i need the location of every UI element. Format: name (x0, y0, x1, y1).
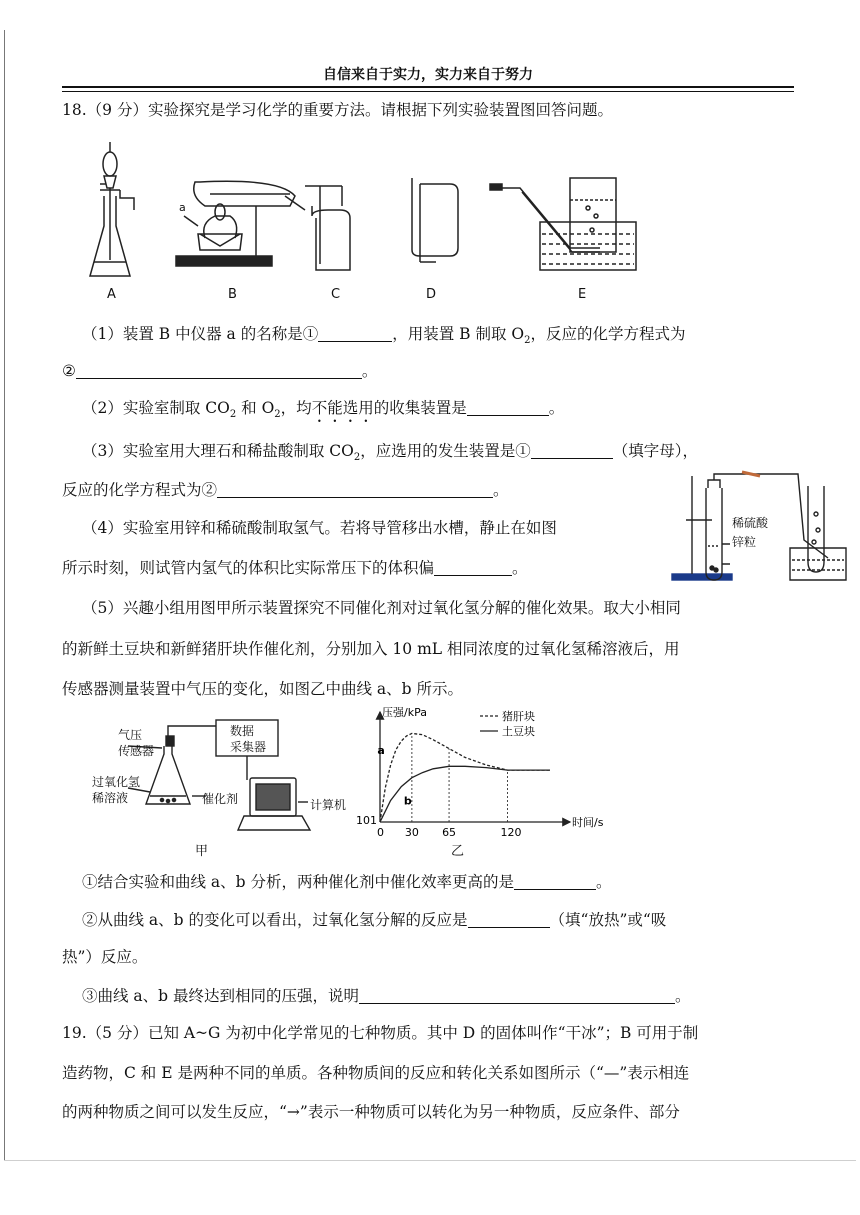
curve-label-b: b (403, 794, 412, 808)
q18-part5-line3: 传感器测量装置中气压的变化，如图乙中曲线 a、b 所示。 (62, 680, 464, 698)
answer-blank-2[interactable] (467, 399, 549, 416)
curve-label-a: a (377, 743, 385, 757)
page-bottom-border (4, 1160, 856, 1161)
apparatus-b (176, 181, 305, 266)
label-dilute-solution: 稀溶液 (92, 791, 129, 805)
label-sensor: 传感器 (118, 744, 155, 758)
chart-x-axis-label: 时间/s (572, 816, 604, 829)
apparatus-d (412, 178, 458, 262)
q18-sub2-hint: （填“放热”或“吸 (549, 911, 667, 929)
chart-y-axis-label: 压强/kPa (382, 706, 427, 719)
header-rule-thin (62, 91, 794, 92)
q18-p2-text-a: （2）实验室制取 CO (82, 399, 230, 417)
y-tick-label: 101 (356, 814, 377, 827)
q18-p2-text-e: 。 (548, 399, 565, 417)
q19-line1: 19.（5 分）已知 A~G 为初中化学常见的七种物质。其中 D 的固体叫作“干冰”；B 可用于制 (62, 1024, 699, 1042)
x-tick-label: 0 (377, 826, 384, 839)
q18-part2 (82, 397, 564, 426)
q18-sub3 (82, 985, 691, 1007)
answer-blank-3-2[interactable] (217, 481, 493, 498)
q18-p3-text-c: （填字母）， (612, 442, 699, 460)
q18-p3-line2-a: 反应的化学方程式为② (62, 481, 218, 499)
q18-sub2-text: ②从曲线 a、b 的变化可以看出，过氧化氢分解的反应是 (82, 911, 468, 929)
label-data: 数据 (230, 724, 255, 738)
q18-p1-text-c: ，反应的化学方程式为 (530, 325, 686, 343)
q18-p2-text-c: ，均 (280, 399, 312, 417)
legend-entry-a: 猪肝块 (502, 710, 535, 723)
answer-blank-5-2[interactable] (468, 911, 550, 928)
page-left-border (4, 30, 5, 1160)
chart-series (377, 733, 550, 822)
caption-yi: 乙 (451, 844, 465, 859)
pressure-time-chart (350, 704, 604, 839)
apparatus-label-b: B (228, 287, 237, 302)
chart-guide-lines (412, 733, 508, 822)
q18-sub2-line2: 热”）反应。 (62, 948, 148, 966)
apparatus-diagram (80, 138, 640, 283)
q18-p3-text-b: ，应选用的发生装置是① (360, 442, 531, 460)
q18-p2-emphasis: 不能选用 (311, 399, 374, 417)
q18-p2-sub2: 2 (274, 409, 281, 421)
series-line-a (380, 733, 550, 822)
answer-blank-5-3[interactable] (359, 987, 675, 1004)
answer-blank-3-1[interactable] (531, 442, 613, 459)
q18-p1-sub: 2 (524, 335, 531, 347)
apparatus-e (490, 178, 636, 270)
label-dilute-sulfuric-acid: 稀硫酸 (732, 516, 769, 530)
chart-legend (480, 709, 535, 738)
apparatus-label-e: E (578, 287, 587, 302)
label-catalyst: 催化剂 (202, 792, 239, 806)
q18-p4-text-c: 。 (512, 559, 528, 577)
q18-part1-line1 (82, 323, 685, 352)
q18-p1-text-b: ，用装置 B 制取 O (392, 325, 525, 343)
q18-part5-line2: 的新鲜土豆块和新鲜猪肝块作催化剂，分别加入 10 mL 相同浓度的过氧化氢稀溶液后，用 (62, 640, 680, 658)
label-zinc-granules: 锌粒 (732, 535, 757, 549)
q18-sub1-text: ①结合实验和曲线 a、b 分析，两种催化剂中催化效率更高的是 (82, 873, 515, 891)
q18-part1-line2 (62, 360, 377, 382)
label-peroxide: 过氧化氢 (92, 775, 141, 789)
q18-p2-text-b: 和 O (236, 399, 275, 417)
label-computer: 计算机 (310, 798, 347, 812)
q18-part4-line2 (62, 557, 528, 579)
q18-p2-sub: 2 (229, 409, 237, 421)
q18-p4-text-b: 所示时刻，则试管内氢气的体积比实际常压下的体积偏 (62, 559, 435, 577)
q18-p2-text-d: 的收集装置是 (373, 399, 467, 417)
answer-blank-5-1[interactable] (514, 873, 596, 890)
apparatus-label-c: C (331, 287, 341, 302)
q19-line3: 的两种物质之间可以发生反应，“→”表示一种物质可以转化为另一种物质，反应条件、部分 (62, 1103, 680, 1121)
x-tick-label: 30 (404, 826, 419, 839)
apparatus-label-d: D (426, 287, 437, 302)
instrument-a-label: a (179, 201, 186, 214)
q18-part3-line2 (62, 479, 509, 501)
chart-tick-labels (356, 814, 522, 839)
label-collector: 采集器 (230, 740, 267, 754)
q18-p1-line2-a: ② (62, 362, 76, 380)
q18-p1-line2-b: 。 (361, 362, 378, 380)
page-header-slogan: 自信来自于实力，实力来自于努力 (323, 67, 533, 83)
x-tick-label: 65 (442, 826, 457, 839)
q18-sub3-end: 。 (675, 987, 691, 1005)
apparatus-label-a: A (107, 287, 116, 302)
q19-line2: 造药物，C 和 E 是两种不同的单质。各种物质间的反应和转化关系如图所示（“—”表示相连 (62, 1064, 690, 1082)
apparatus-a (90, 142, 134, 276)
q18-p3-line2-b: 。 (493, 481, 509, 499)
q18-part5-line1: （5）兴趣小组用图甲所示装置探究不同催化剂对过氧化氢分解的催化效果。取大小相同 (82, 599, 681, 617)
answer-blank-1-2[interactable] (76, 362, 362, 379)
q18-p1-text-a: （1）装置 B 中仪器 a 的名称是① (82, 325, 319, 343)
q18-part4-line1: （4）实验室用锌和稀硫酸制取氢气。若将导管移出水槽，静止在如图 (82, 519, 557, 537)
q18-title: 18.（9 分）实验探究是学习化学的重要方法。请根据下列实验装置图回答问题。 (62, 101, 613, 119)
answer-blank-1-1[interactable] (318, 325, 392, 342)
q18-sub1-end: 。 (596, 873, 612, 891)
caption-jia: 甲 (195, 844, 209, 859)
legend-entry-b: 土豆块 (502, 725, 535, 738)
label-pressure: 气压 (118, 728, 143, 742)
answer-blank-4[interactable] (434, 559, 512, 576)
x-tick-label: 120 (500, 826, 522, 839)
q18-sub1 (82, 871, 612, 893)
q18-part3-line1 (82, 440, 698, 469)
q18-sub3-text: ③曲线 a、b 最终达到相同的压强，说明 (82, 987, 360, 1005)
q18-sub2-line1 (82, 909, 666, 931)
q18-p3-text-a: （3）实验室用大理石和稀盐酸制取 CO (82, 442, 354, 460)
header-rule-thick (62, 86, 794, 88)
q18-p3-sub: 2 (353, 452, 361, 464)
apparatus-c (305, 186, 350, 270)
